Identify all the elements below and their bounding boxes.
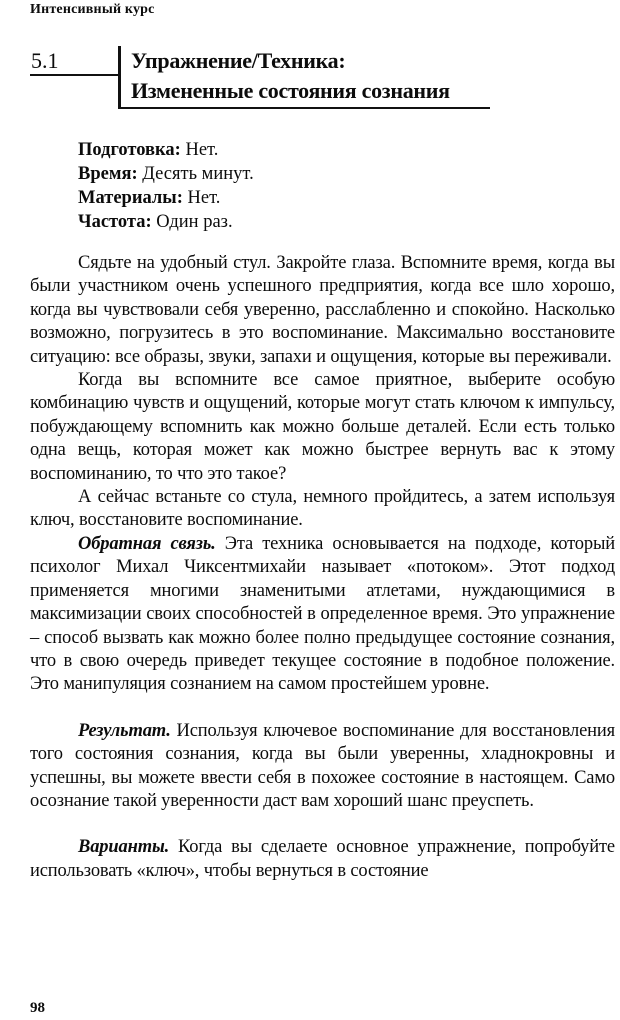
exercise-specs [78, 138, 254, 234]
variants-lead: Варианты. [78, 837, 170, 858]
title-vertical-bar [118, 46, 121, 108]
result-lead: Результат. [78, 720, 171, 741]
section-number: 5.1 [31, 48, 59, 73]
spec-preparation [78, 138, 254, 162]
paragraph-result [30, 720, 615, 814]
feedback-lead: Обратная связь. [78, 533, 216, 554]
section-title-line-2: Измененные состояния сознания [131, 78, 450, 103]
spec-value: Десять минут. [142, 164, 254, 184]
spec-value: Один раз. [156, 212, 233, 232]
spec-key: Частота: [78, 212, 152, 232]
page-number: 98 [30, 1000, 45, 1016]
paragraph-variants [30, 836, 615, 883]
spec-materials [78, 186, 254, 210]
section-title [131, 46, 450, 106]
spec-key: Время: [78, 164, 138, 184]
spec-time [78, 162, 254, 186]
spec-frequency [78, 210, 254, 234]
body-text [30, 252, 615, 883]
paragraph-restore: А сейчас встаньте со стула, немного пройдитесь, а затем используя ключ, восстановите воспоминание. [30, 487, 615, 531]
result-text: Используя ключевое воспоминание для восстановления того состояния сознания, когда вы были уверенны, хладнокровны и успешны, вы можете ввести себя в похожее состояние в настоящем. Само осознание такой уверенности даст вам хороший шанс преуспеть. [30, 720, 615, 811]
spec-value: Нет. [185, 140, 219, 160]
section-title-rule [118, 107, 490, 109]
paragraph-key-selection: Когда вы вспомните все самое приятное, выберите особую комбинацию чувств и ощущений, которые могут стать ключом к импульсу, побуждающему вспомнить как можно больше деталей. Если есть только одна вещь, которая может как можно быстрее вернуть вас к этому воспоминанию, то что это такое? [30, 370, 615, 484]
paragraph-instructions: Сядьте на удобный стул. Закройте глаза. Вспомните время, когда вы были участником очень успешного предприятия, когда все шло хорошо, когда вы чувствовали себя уверенно, расслабленно и спокойно. Насколько возможно, погрузитесь в это воспоминание. Максимально восстановите ситуацию: все образы, звуки, запахи и ощущения, которые вы переживали. [30, 253, 615, 367]
feedback-text: Эта техника основывается на подходе, который психолог Михал Чиксентмихайи называет «потоком». Этот подход применяется многими знаменитыми атлетами, нуждающимися в максимизации своих способностей в определенное время. Это упражнение – способ вызвать как можно более полно предыдущее состояние сознания, что в свою очередь приведет текущее состояние в подобное положение. Это манипуляция сознанием на самом простейшем уровне. [30, 533, 615, 695]
running-header: Интенсивный курс [30, 2, 155, 17]
spec-key: Материалы: [78, 188, 183, 208]
paragraph-feedback [30, 533, 615, 697]
spec-key: Подготовка: [78, 140, 181, 160]
spec-value: Нет. [187, 188, 221, 208]
section-number-rule [30, 74, 120, 76]
variants-text: Когда вы сделаете основное упражнение, попробуйте использовать «ключ», чтобы вернуться в состояние [30, 837, 615, 881]
section-title-line-1: Упражнение/Техника: [131, 48, 346, 73]
